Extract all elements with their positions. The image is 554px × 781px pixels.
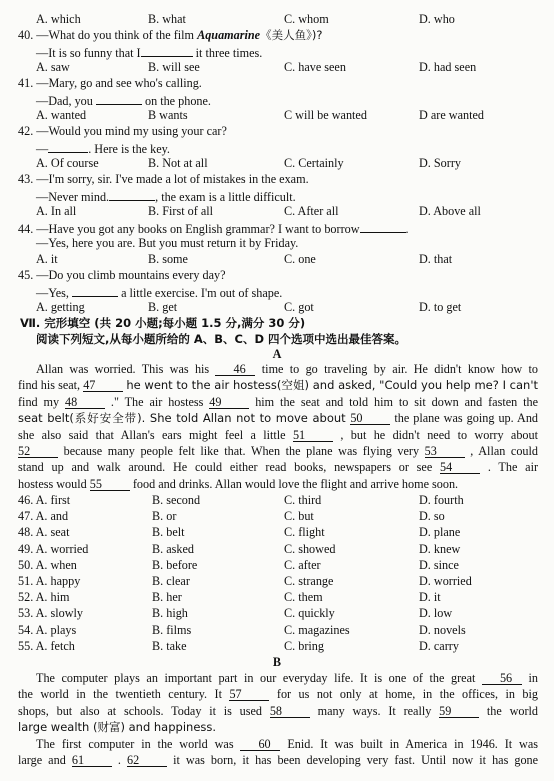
option-c: C. have seen [284, 60, 346, 74]
option-b: B. high [152, 606, 188, 621]
option-b: B. get [148, 300, 178, 314]
passage-text: The computer plays an important part in our everyday life. It is one of the great [36, 671, 482, 685]
option-d: D. plane [419, 525, 461, 540]
blank-number: 60 [240, 738, 280, 751]
option-a: 55. A. fetch [18, 638, 75, 653]
answer-line-41 [36, 92, 211, 108]
option-d: D. novels [419, 622, 466, 637]
option-d: D. who [419, 12, 455, 26]
blank-number: 52 [18, 445, 58, 458]
option-d: D. fourth [419, 493, 464, 507]
option-b: B. what [148, 12, 186, 26]
option-b: B. second [152, 493, 201, 507]
option-b: B. will see [148, 60, 200, 74]
passage-text: the world in the twentieth century. It [18, 687, 230, 702]
blank [48, 140, 88, 153]
passage-text: large wealth (财富) and happiness. [18, 720, 217, 735]
option-a: 50. A. when [18, 557, 77, 572]
question-43: 43. —I'm sorry, sir. I've made a lot of mistakes in the exam. [18, 172, 309, 186]
option-d: D. carry [419, 638, 459, 653]
answer-text: . Here is the key. [88, 142, 170, 156]
option-a: 54. A. plays [18, 622, 77, 637]
answer-text: —Dad, you [36, 94, 93, 108]
passage-text: shops, but also at schools. Today it is used [18, 703, 270, 718]
passage-text: in [528, 671, 539, 685]
option-c: C. got [284, 300, 314, 314]
question-text: 40. —What do you think of the film [18, 28, 198, 42]
passage-text: him the seat and told him to sit down and fasten the [255, 394, 539, 409]
blank-number: 47 [83, 379, 123, 392]
blank-number: 53 [425, 445, 465, 458]
blank-number: 57 [229, 688, 269, 701]
question-44 [18, 220, 409, 236]
passage-text: she also said that Allan's ears might feel a little [18, 427, 293, 442]
blank-number: 50 [350, 412, 390, 425]
option-c: C. after [284, 557, 321, 572]
passage-text: many ways. It really [317, 703, 440, 718]
option-b: B. belt [152, 525, 185, 540]
option-c: C. After all [284, 204, 339, 218]
option-d: D. Sorry [419, 156, 461, 170]
blank [72, 284, 118, 297]
option-b: B. or [152, 509, 177, 524]
blank [96, 92, 142, 105]
option-a: 47. A. and [18, 509, 69, 524]
blank [141, 44, 193, 57]
option-b: B. her [152, 590, 182, 605]
option-a: A. getting [36, 300, 85, 314]
passage-text: stand up and walk around. He could either read books, newspapers or see [18, 460, 441, 475]
option-a: A. In all [36, 204, 77, 218]
blank-number: 56 [482, 672, 522, 685]
answer-text: —It is so funny that I [36, 46, 141, 60]
option-b: B. before [152, 557, 198, 572]
option-b: B. some [148, 252, 188, 266]
option-b: B. asked [152, 541, 194, 556]
option-b: B. take [152, 638, 187, 653]
passage-text: find my [18, 394, 65, 409]
passage-text: seat belt(系好安全带). She told Allan not to move about [18, 411, 351, 426]
option-c: C will be wanted [284, 108, 367, 122]
option-a: 48. A. seat [18, 525, 70, 540]
question-40 [18, 28, 322, 42]
passage-text: because many people felt like that. When the plane was flying very [63, 444, 425, 458]
passage-line [18, 753, 538, 767]
blank-number: 62 [127, 754, 167, 767]
passage-line [18, 378, 538, 392]
option-c: C. flight [284, 525, 325, 540]
answer-text: —Yes, [36, 286, 69, 300]
answer-line-43 [36, 188, 296, 204]
blank-number: 55 [90, 478, 130, 491]
blank-number: 49 [209, 396, 249, 409]
option-d: D. low [419, 606, 453, 621]
option-c: C. one [284, 252, 316, 266]
passage-text: Allan was worried. This was his [36, 362, 216, 376]
passage-line [18, 671, 538, 685]
blank-number: 51 [293, 429, 333, 442]
option-a: 53. A. slowly [18, 606, 84, 621]
passage-b-heading: B [272, 655, 282, 669]
option-d: D. it [419, 590, 441, 605]
option-c: C. them [284, 590, 323, 605]
option-d: D. Above all [419, 204, 481, 218]
passage-line [18, 411, 538, 425]
option-c: C. whom [284, 12, 329, 26]
option-b: B wants [148, 108, 188, 122]
passage-text: , Allan could [470, 444, 539, 458]
option-a: A. Of course [36, 156, 99, 170]
question-41: 41. —Mary, go and see who's calling. [18, 76, 202, 90]
blank-number: 54 [440, 461, 480, 474]
answer-text: a little exercise. I'm out of shape. [121, 286, 283, 300]
passage-line [18, 720, 538, 734]
blank [360, 220, 406, 233]
passage-text: it was born, it has been developing very fast. Until now it has gone [173, 753, 539, 767]
option-c: C. showed [284, 541, 336, 556]
blank-number: 46 [215, 363, 255, 376]
option-a: 52. A. him [18, 590, 70, 605]
passage-line [18, 444, 538, 458]
passage-text: food and drinks. Allan would love the flight and arrive home soon. [132, 476, 459, 491]
question-45: 45. —Do you climb mountains every day? [18, 268, 226, 282]
passage-line [18, 477, 538, 491]
option-d: D. that [419, 252, 453, 266]
answer-text: , the exam is a little difficult. [155, 190, 296, 204]
option-d: D. so [419, 509, 445, 524]
blank-number: 59 [439, 705, 479, 718]
blank-number: 58 [270, 705, 310, 718]
answer-line-44: —Yes, here you are. But you must return it by Friday. [36, 236, 299, 250]
option-c: C. strange [284, 574, 334, 588]
option-b: B. films [152, 622, 192, 637]
option-c: C. bring [284, 638, 324, 653]
passage-text: large and [18, 753, 72, 767]
passage-line [18, 704, 538, 718]
answer-text: it three times. [195, 46, 263, 60]
option-c: C. magazines [284, 622, 350, 637]
option-a: 49. A. worried [18, 541, 89, 556]
answer-text: —Never mind. [36, 190, 110, 204]
option-a: A. wanted [36, 108, 87, 122]
answer-line-40 [36, 44, 262, 60]
option-c: C. quickly [284, 606, 335, 621]
passage-text: , but he didn't need to worry about [340, 427, 538, 442]
passage-text: . [117, 753, 128, 767]
option-d: D. to get [419, 300, 462, 314]
option-a: A. it [36, 252, 58, 266]
answer-text: — [36, 142, 49, 156]
option-b: B. First of all [148, 204, 214, 218]
option-a: A. which [36, 12, 81, 26]
question-text: 44. —Have you got any books on English grammar? I want to borrow [18, 222, 360, 236]
option-d: D. knew [419, 541, 461, 556]
passage-line [18, 362, 538, 376]
option-a: 46. A. first [18, 493, 71, 507]
option-b: B. clear [152, 574, 190, 588]
passage-text: ." The air hostess [110, 394, 210, 409]
passage-line [18, 737, 538, 751]
option-a: A. saw [36, 60, 70, 74]
passage-text: find his seat, [18, 378, 84, 393]
passage-text: hostess would [18, 476, 90, 491]
film-title-cn: 《美人鱼》)? [260, 28, 323, 42]
passage-text: he went to the air hostess(空姐) and asked, "Could you help me? I can't [126, 378, 539, 393]
section-instruction: 阅读下列短文,从每小题所给的 A、B、C、D 四个选项中选出最佳答案。 [36, 332, 407, 346]
option-d: D. had seen [419, 60, 477, 74]
passage-line [18, 395, 538, 409]
passage-text: the plane was going up. And [394, 411, 539, 426]
blank [109, 188, 155, 201]
blank-number: 61 [72, 754, 112, 767]
option-b: B. Not at all [148, 156, 208, 170]
option-a: 51. A. happy [18, 574, 81, 588]
option-c: C. third [284, 493, 322, 507]
question-42: 42. —Would you mind my using your car? [18, 124, 227, 138]
passage-line [18, 460, 538, 474]
film-title: Aquamarine [197, 28, 261, 42]
passage-a-heading: A [272, 347, 282, 361]
passage-text: The first computer in the world was [36, 736, 241, 751]
passage-line [18, 428, 538, 442]
passage-text: time to go traveling by air. He didn't know how to [261, 362, 538, 376]
passage-text: Enid. It was built in America in 1946. It was [287, 736, 538, 751]
question-text: . [405, 222, 409, 236]
answer-line-42 [36, 140, 170, 156]
option-d: D. worried [419, 574, 472, 588]
option-c: C. Certainly [284, 156, 344, 170]
answer-text: on the phone. [144, 94, 211, 108]
option-d: D are wanted [419, 108, 484, 122]
passage-line [18, 687, 538, 701]
answer-line-45 [36, 284, 282, 300]
passage-text: . The air [487, 460, 539, 475]
option-c: C. but [284, 509, 314, 524]
blank-number: 48 [65, 396, 105, 409]
passage-text: the world [486, 703, 539, 718]
option-d: D. since [419, 557, 459, 572]
passage-text: for us not only at home, in the offices, in big [276, 687, 538, 702]
section-title: Ⅶ. 完形填空 (共 20 小题;每小题 1.5 分,满分 30 分) [20, 316, 306, 330]
